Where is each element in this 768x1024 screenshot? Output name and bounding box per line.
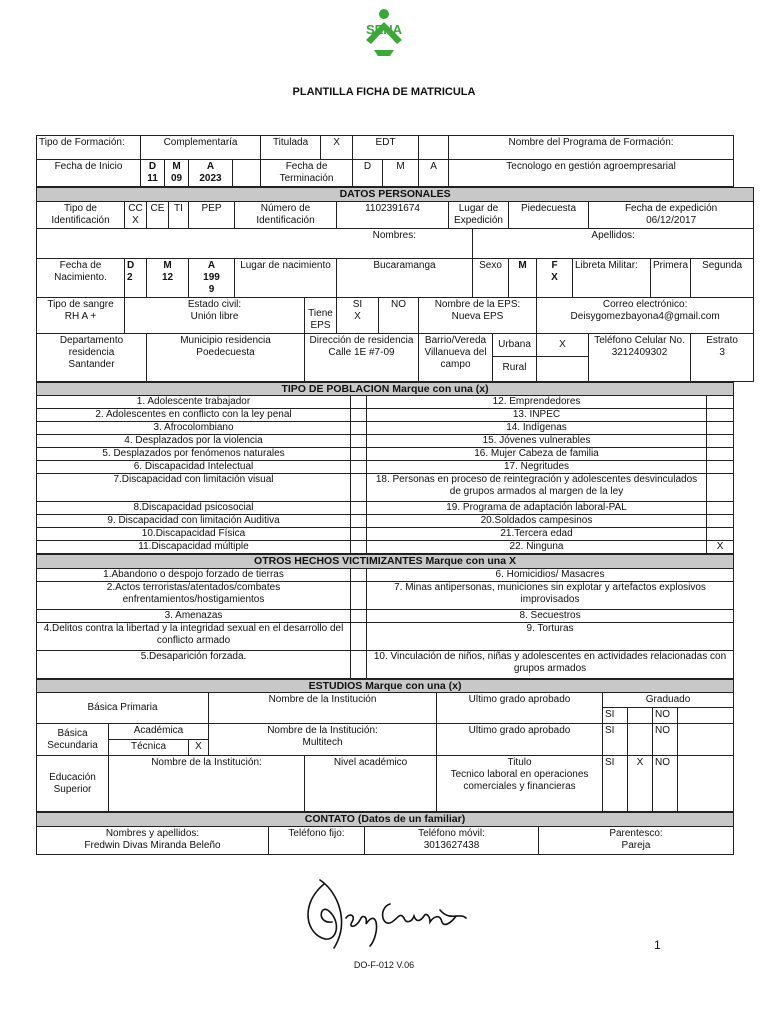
ce-option[interactable]: CE	[147, 201, 169, 228]
poblacion-option-right: 14. Indígenas	[367, 422, 707, 435]
formacion-table: Tipo de Formación: Complementaría Titulada X EDT Nombre del Programa de Formación: Fecha de Inicio D 11 M 09 A 2023 Fecha de Terminación D M A Tecnologo en gestión agroempresarial	[36, 135, 734, 187]
poblacion-mark-left[interactable]	[351, 461, 367, 474]
poblacion-mark-right[interactable]	[707, 435, 734, 448]
poblacion-mark-right[interactable]	[707, 448, 734, 461]
victimizante-option-left: 1.Abandono o despojo forzado de tierras	[37, 568, 351, 581]
poblacion-mark-left[interactable]	[351, 541, 367, 554]
poblacion-option-left: 9. Discapacidad con limitación Auditiva	[37, 515, 351, 528]
document-title: PLANTILLA FICHA DE MATRICULA	[292, 86, 476, 98]
sexo-label: Sexo	[473, 258, 509, 297]
pep-option[interactable]: PEP	[189, 201, 235, 228]
poblacion-mark-right[interactable]	[707, 502, 734, 515]
academica-option[interactable]: Académica	[109, 724, 209, 740]
victimizante-mark[interactable]	[351, 622, 367, 650]
poblacion-option-left: 2. Adolescentes en conflicto con la ley penal	[37, 409, 351, 422]
victimizante-row	[37, 568, 734, 581]
eps-si[interactable]: SI X	[337, 297, 379, 333]
victimizante-option-right: 8. Secuestros	[367, 609, 734, 622]
victimizante-mark[interactable]	[351, 650, 367, 678]
poblacion-option-right: 18. Personas en proceso de reintegración y adolescentes desvinculados de grupos armados al margen de la ley	[367, 474, 707, 502]
contacto-table: CONTATO (Datos de un familiar) Nombres y apellidos: Fredwin Divas Miranda Beleño Teléfono fijo: Teléfono móvil: 3013627438 Parentesco: Pareja	[36, 812, 734, 855]
logo-text: SENA	[365, 22, 403, 37]
poblacion-option-left: 11.Discapacidad múltiple	[37, 541, 351, 554]
secundaria-grado-label[interactable]: Ultimo grado aprobado	[437, 724, 603, 756]
lugar-nac-value[interactable]: Bucaramanga	[337, 258, 473, 297]
poblacion-option-right: 19. Programa de adaptación laboral-PAL	[367, 502, 707, 515]
nombres-label[interactable]: Nombres:	[37, 228, 473, 258]
victimizante-mark[interactable]	[351, 581, 367, 609]
poblacion-mark-right[interactable]: X	[707, 541, 734, 554]
educacion-superior-label: Educación Superior	[37, 756, 109, 812]
poblacion-mark-right[interactable]	[707, 396, 734, 409]
tipo-id-label: Tipo de Identificación	[37, 201, 125, 228]
poblacion-row	[37, 396, 734, 409]
lugar-nac-label: Lugar de nacimiento	[235, 258, 337, 297]
basica-primaria-label: Básica Primaria	[37, 693, 209, 724]
victimizante-row	[37, 581, 734, 609]
apellidos-label[interactable]: Apellidos:	[473, 228, 754, 258]
victimizante-mark[interactable]	[351, 609, 367, 622]
poblacion-option-left: 5. Desplazados por fenómenos naturales	[37, 448, 351, 461]
victimizantes-table	[36, 554, 734, 679]
poblacion-option-left: 3. Afrocolombiano	[37, 422, 351, 435]
poblacion-option-right: 16. Mujer Cabeza de familia	[367, 448, 707, 461]
titulada-option[interactable]: Titulada	[261, 136, 321, 160]
primaria-inst-label[interactable]: Nombre de la Institución	[209, 693, 437, 724]
fecha-nac-label: Fecha de Nacimiento.	[37, 258, 125, 297]
victimizante-row	[37, 609, 734, 622]
poblacion-option-left: 8.Discapacidad psicosocial	[37, 502, 351, 515]
nivel-label[interactable]: Nivel académico	[305, 756, 437, 812]
registration-form	[36, 135, 743, 855]
fecha-terminacion-label: Fecha de Terminación	[261, 160, 353, 187]
poblacion-mark-left[interactable]	[351, 435, 367, 448]
tecnica-option[interactable]: Técnica	[109, 740, 189, 756]
poblacion-mark-right[interactable]	[707, 474, 734, 502]
primaria-grado-label[interactable]: Ultimo grado aprobado	[437, 693, 603, 724]
poblacion-table	[36, 382, 734, 555]
sexo-m[interactable]: M	[509, 258, 537, 297]
lugar-exp-value[interactable]: Piedecuesta	[509, 201, 589, 228]
poblacion-mark-left[interactable]	[351, 528, 367, 541]
poblacion-row	[37, 528, 734, 541]
poblacion-option-right: 21.Tercera edad	[367, 528, 707, 541]
libreta-label: Libreta Militar:	[573, 258, 651, 297]
rural-label: Rural	[502, 361, 527, 373]
libreta-segunda[interactable]: Segunda	[691, 258, 754, 297]
programa-value[interactable]: Tecnologo en gestión agroempresarial	[449, 160, 734, 187]
poblacion-option-right: 15. Jóvenes vulnerables	[367, 435, 707, 448]
eps-no[interactable]: NO	[379, 297, 419, 333]
poblacion-mark-left[interactable]	[351, 474, 367, 502]
poblacion-mark-left[interactable]	[351, 515, 367, 528]
superior-inst-label[interactable]: Nombre de la Institución:	[109, 756, 305, 812]
victimizante-mark[interactable]	[351, 568, 367, 581]
num-id-value[interactable]: 1102391674	[337, 201, 449, 228]
victimizante-row	[37, 622, 734, 650]
fecha-exp[interactable]: Fecha de expedición 06/12/2017	[589, 201, 754, 228]
victimizante-option-right: 10. Vinculación de niños, niñas y adolescentes en actividades relacionadas con grupos armados	[367, 650, 734, 678]
signature	[290, 872, 470, 956]
poblacion-option-left: 6. Discapacidad Intelectual	[37, 461, 351, 474]
tiene-eps-label: Tiene EPS	[305, 297, 337, 333]
poblacion-mark-left[interactable]	[351, 409, 367, 422]
poblacion-row	[37, 435, 734, 448]
edt-option[interactable]: EDT	[353, 136, 419, 160]
poblacion-row	[37, 422, 734, 435]
poblacion-option-left: 10.Discapacidad Física	[37, 528, 351, 541]
tipo-formacion-label: Tipo de Formación:	[37, 136, 141, 160]
poblacion-option-right: 12. Emprendedores	[367, 396, 707, 409]
poblacion-mark-right[interactable]	[707, 422, 734, 435]
datos-personales-header: DATOS PERSONALES	[37, 188, 754, 202]
poblacion-option-right: 22. Ninguna	[367, 541, 707, 554]
victimizante-option-right: 7. Minas antipersonas, municiones sin explotar y artefactos explosivos improvisados	[367, 581, 734, 609]
victimizantes-header: OTROS HECHOS VICTIMIZANTES Marque con una X	[37, 555, 734, 569]
page-number: 1	[654, 938, 661, 952]
tecnica-mark[interactable]: X	[189, 740, 209, 756]
poblacion-row	[37, 461, 734, 474]
poblacion-mark-right[interactable]	[707, 409, 734, 422]
graduado-label: Graduado	[603, 693, 734, 708]
libreta-primera[interactable]: Primera	[651, 258, 691, 297]
victimizante-option-right: 6. Homicidios/ Masacres	[367, 568, 734, 581]
lugar-exp-label: Lugar de Expedición	[449, 201, 509, 228]
victimizante-option-left: 4.Delitos contra la libertad y la integridad sexual en el desarrollo del conflicto armado	[37, 622, 351, 650]
titulada-mark: X	[321, 136, 353, 160]
cc-option[interactable]: CC X	[125, 201, 147, 228]
poblacion-row	[37, 474, 734, 502]
complementaria-option[interactable]: Complementaría	[141, 136, 261, 160]
poblacion-mark-right[interactable]	[707, 461, 734, 474]
superior-si-mark[interactable]: X	[628, 756, 653, 812]
poblacion-header: TIPO DE POBLACION Marque con una (x)	[37, 382, 734, 396]
victimizante-option-left: 5.Desaparición forzada.	[37, 650, 351, 678]
programa-label: Nombre del Programa de Formación:	[449, 136, 734, 160]
poblacion-row	[37, 502, 734, 515]
poblacion-mark-left[interactable]	[351, 396, 367, 409]
eps-name[interactable]: Nombre de la EPS: Nueva EPS	[419, 297, 537, 333]
poblacion-mark-left[interactable]	[351, 422, 367, 435]
estudios-table: ESTUDIOS Marque con una (x) Básica Primaria Nombre de la Institución Ultimo grado aprobado Graduado SI NO Básica Secundaria Académica Nombre de la Institución: Multitech Ultimo grado aprobado SI NO Técnica X Educación Superior Nombre de la Institución: Nivel académico Titulo Tecnico laboral en operaciones comerciales y financieras SI X NO	[36, 679, 734, 813]
victimizante-option-left: 2.Actos terroristas/atentados/combates enfrentamientos/hostigamientos	[37, 581, 351, 609]
basica-secundaria-label: Básica Secundaria	[37, 724, 109, 756]
estudios-header: ESTUDIOS Marque con una (x)	[37, 679, 734, 693]
telefono-fijo[interactable]: Teléfono fijo:	[269, 826, 365, 854]
poblacion-row	[37, 409, 734, 422]
victimizante-option-left: 3. Amenazas	[37, 609, 351, 622]
poblacion-option-right: 17. Negritudes	[367, 461, 707, 474]
poblacion-mark-left[interactable]	[351, 448, 367, 461]
contacto-header: CONTATO (Datos de un familiar)	[37, 813, 734, 827]
correo[interactable]: Correo electrónico: Deisygomezbayona4@gmail.com	[537, 297, 754, 333]
poblacion-row	[37, 515, 734, 528]
sexo-f[interactable]: F X	[537, 258, 573, 297]
poblacion-row	[37, 541, 734, 554]
poblacion-option-left: 7.Discapacidad con limitación visual	[37, 474, 351, 502]
footer-code: DO-F-012 V.06	[353, 960, 415, 970]
poblacion-row	[37, 448, 734, 461]
poblacion-mark-left[interactable]	[351, 502, 367, 515]
victimizante-option-right: 9. Torturas	[367, 622, 734, 650]
poblacion-option-left: 4. Desplazados por la violencia	[37, 435, 351, 448]
poblacion-option-left: 1. Adolescente trabajador	[37, 396, 351, 409]
urbana-label: Urbana	[493, 334, 536, 357]
poblacion-mark-right[interactable]	[707, 528, 734, 541]
urbana-mark: X	[537, 334, 588, 357]
victimizante-row	[37, 650, 734, 678]
ti-option[interactable]: TI	[169, 201, 189, 228]
poblacion-option-right: 20.Soldados campesinos	[367, 515, 707, 528]
sena-logo	[352, 8, 416, 68]
poblacion-option-right: 13. INPEC	[367, 409, 707, 422]
datos-personales-table: DATOS PERSONALES Tipo de Identificación CC X CE TI PEP Número de Identificación 1102391674 Lugar de Expedición Piedecuesta Fecha de expedición 06/12/2017 Nombres: Apellidos: Fecha de Nacimiento. D 2 M 12 A 199 9 Lugar de nacimiento Bucaramanga Sexo M F X Libreta Militar: Primera Segunda Tipo de sangre RH A + Estado civil: Unión libre Tiene EPS SI X NO Nombre de la EPS: Nueva EPS Correo electrónico: Deisygomezbayona4@gmail.com Departamento residencia Santander Municipio residencia Poedecuesta Dirección de residencia Calle 1E #7-09 Barrio/Vereda Villanueva del campo Urbana Rural X Teléfono Celular No. 3212409302 Estrato 3	[36, 187, 754, 382]
num-id-label: Número de Identificación	[235, 201, 337, 228]
fecha-inicio-label: Fecha de Inicio	[37, 160, 141, 187]
poblacion-mark-right[interactable]	[707, 515, 734, 528]
